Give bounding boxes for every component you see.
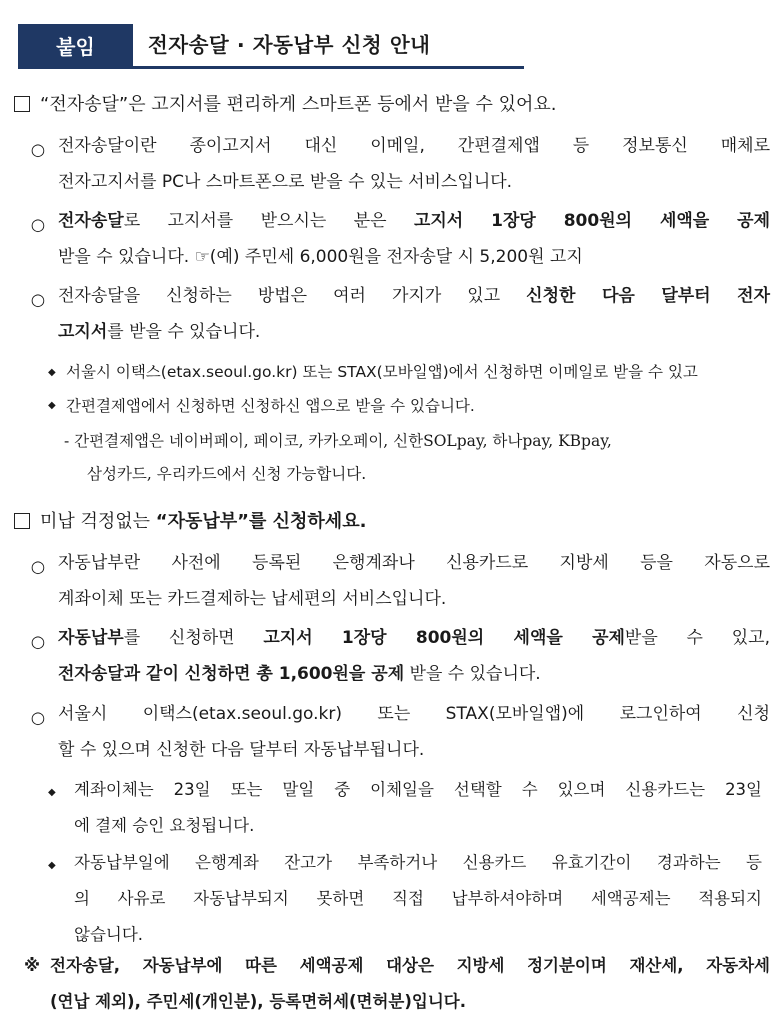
- text: 받을 수 있습니다.: [404, 664, 541, 684]
- circle-bullet-icon: ○: [30, 708, 46, 727]
- footnote: [24, 948, 770, 1020]
- s2-b1-line-1: 계좌이체는 23일 또는 말일 중 이체일을 선택할 수 있으며 신용카드는 23일: [74, 780, 762, 799]
- diamond-bullet-icon: ◆: [48, 787, 56, 798]
- text: 전자송달, 자동납부에 따른 세액공제 대상은 지방세 정기분이며 재산세, 자동차세: [50, 956, 770, 975]
- s2-p1-line-1: 자동납부란 사전에 등록된 은행계좌나 신용카드로 지방세 등을 자동으로: [58, 553, 770, 573]
- footnote-line-1: [24, 948, 770, 984]
- s1-p2-line-1: [58, 203, 770, 239]
- diamond-bullet-icon: ◆: [48, 860, 56, 871]
- s1-bullet-1: 서울시 이택스(etax.seoul.go.kr) 또는 STAX(모바일앱)에서 신청하면 이메일로 받을 수 있고: [66, 363, 698, 381]
- circle-bullet-icon: ○: [30, 290, 46, 309]
- attachment-header: [18, 24, 524, 70]
- s1-bullet-2: 간편결제앱에서 신청하면 신청하신 앱으로 받을 수 있습니다.: [66, 397, 475, 415]
- checkbox-square-icon: [14, 513, 30, 529]
- s2-p3-line-1: 서울시 이택스(etax.seoul.go.kr) 또는 STAX(모바일앱)에 로그인하여 신청: [58, 704, 770, 724]
- s2-b2-line-1: 자동납부일에 은행계좌 잔고가 부족하거나 신용카드 유효기간이 경과하는 등: [74, 853, 762, 872]
- bold-term: 자동납부: [58, 628, 124, 648]
- reference-mark-icon: ※: [24, 956, 41, 975]
- bold-phrase: 전자송달과 같이 신청하면 총 1,600원을 공제: [58, 664, 405, 684]
- s2-b2-line-2: 의 사유로 자동납부되지 못하면 직접 납부하셔야하며 세액공제는 적용되지: [74, 889, 762, 908]
- text: 미납 걱정없는: [40, 511, 156, 532]
- s1-paragraph-1: [58, 128, 770, 200]
- page-title: 전자송달 · 자동납부 신청 안내: [148, 33, 431, 57]
- circle-bullet-icon: ○: [30, 632, 46, 651]
- s1-paragraph-2: [58, 203, 770, 275]
- s2-paragraph-2: [58, 620, 770, 692]
- s1-p1-line-2: 전자고지서를 PC나 스마트폰으로 받을 수 있는 서비스입니다.: [58, 172, 513, 192]
- footnote-line-2: (연납 제외), 주민세(개인분), 등록면허세(면허분)입니다.: [50, 992, 467, 1011]
- section-1-heading-text: “전자송달”은 고지서를 편리하게 스마트폰 등에서 받을 수 있어요.: [40, 94, 557, 115]
- s1-p3-line-1: [58, 278, 770, 314]
- section-2-heading: [14, 509, 774, 535]
- s1-dash-line-2: 삼성카드, 우리카드에서 신청 가능합니다.: [87, 465, 367, 483]
- s2-p1-line-2: 계좌이체 또는 카드결제하는 납세편의 서비스입니다.: [58, 589, 447, 609]
- bold-term: 고지서: [58, 322, 108, 342]
- attachment-badge: 붙임: [18, 24, 133, 66]
- s1-paragraph-3: [58, 278, 770, 350]
- bold-phrase: 신청한 다음 달부터 전자: [526, 286, 770, 306]
- diamond-bullet-icon: ◆: [48, 400, 56, 411]
- text: 를 받을 수 있습니다.: [107, 322, 261, 342]
- s2-b1-line-2: 에 결제 승인 요청됩니다.: [74, 816, 255, 835]
- s2-b2-line-3: 않습니다.: [74, 925, 144, 944]
- text: 로 고지서를 받으시는 분은: [123, 211, 414, 231]
- text: 전자송달을 신청하는 방법은 여러 가지가 있고: [58, 286, 527, 306]
- diamond-bullet-icon: ◆: [48, 367, 56, 378]
- text: 받을 수 있고,: [624, 628, 770, 648]
- circle-bullet-icon: ○: [30, 557, 46, 576]
- s2-bullet-2: [74, 845, 762, 953]
- title-underline: [18, 66, 524, 69]
- circle-bullet-icon: ○: [30, 140, 46, 159]
- s1-dash-line-1: - 간편결제앱은 네이버페이, 페이코, 카카오페이, 신한SOLpay, 하나pay, KBpay,: [64, 432, 612, 450]
- s2-paragraph-1: [58, 545, 770, 617]
- s2-p2-line-2: [58, 656, 770, 692]
- s1-p3-line-2: [58, 314, 770, 350]
- bold-phrase: 고지서 1장당 800원의 세액을 공제: [263, 628, 625, 648]
- bold-term: 전자송달: [58, 211, 124, 231]
- bold-phrase: “자동납부”를 신청하세요.: [155, 511, 367, 532]
- circle-bullet-icon: ○: [30, 215, 46, 234]
- s2-paragraph-3: [58, 696, 770, 768]
- bold-phrase: 고지서 1장당 800원의 세액을 공제: [413, 211, 770, 231]
- text: 를 신청하면: [123, 628, 264, 648]
- s1-p2-line-2: 받을 수 있습니다. ☞(예) 주민세 6,000원을 전자송달 시 5,200원 고지: [58, 247, 583, 267]
- s2-p3-line-2: 할 수 있으며 신청한 다음 달부터 자동납부됩니다.: [58, 740, 425, 760]
- s1-p1-line-1: 전자송달이란 종이고지서 대신 이메일, 간편결제앱 등 정보통신 매체로: [58, 136, 770, 156]
- s2-p2-line-1: [58, 620, 770, 656]
- section-1-heading: [14, 92, 774, 118]
- checkbox-square-icon: [14, 96, 30, 112]
- s2-bullet-1: [74, 772, 762, 844]
